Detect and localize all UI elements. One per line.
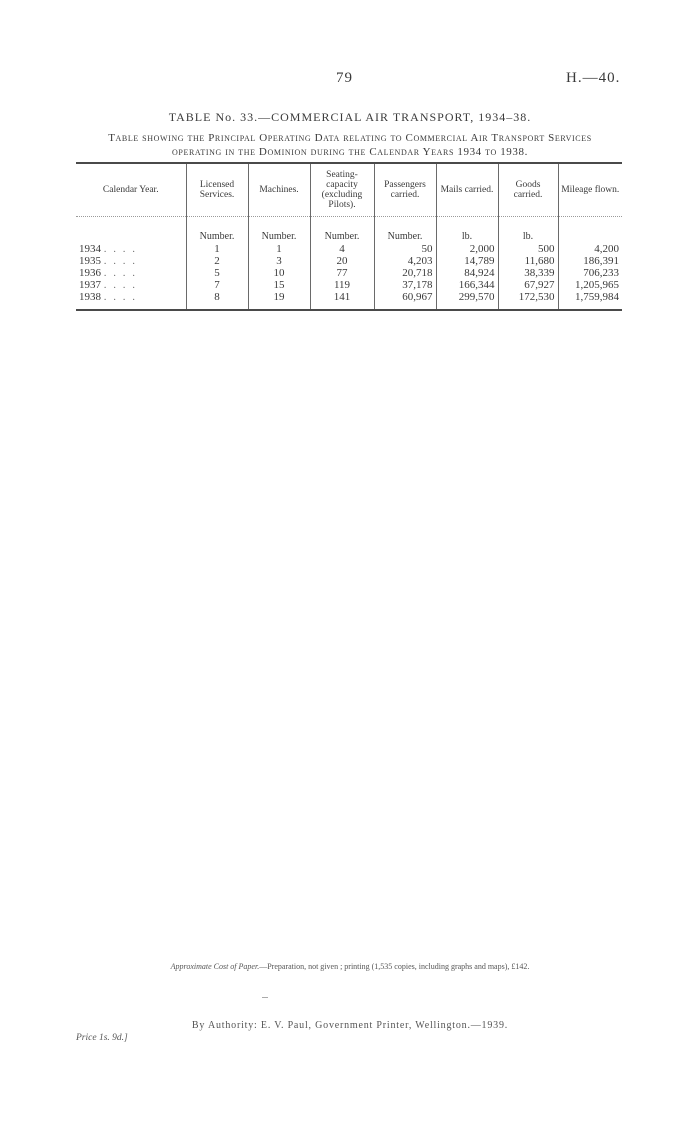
machines-cell: 1 (248, 243, 310, 255)
leader-dots: . . . . (103, 255, 137, 267)
table-row (76, 243, 622, 255)
air-transport-table (76, 162, 622, 311)
price-note: Price 1s. 9d.] (76, 1033, 128, 1043)
seating-cell: 141 (310, 291, 374, 310)
year-value: 1938 (79, 291, 101, 303)
machines-cell: 3 (248, 255, 310, 267)
table-title: TABLE No. 33.—COMMERCIAL AIR TRANSPORT, 1934–38. (168, 110, 532, 124)
seating-cell: 77 (310, 267, 374, 279)
passengers-cell: 20,718 (374, 267, 436, 279)
col-header-calendar-year: Calendar Year. (76, 163, 186, 217)
divider-mark (262, 997, 268, 998)
year-value: 1937 (79, 279, 101, 291)
year-value: 1934 (79, 243, 101, 255)
table-row (76, 279, 622, 291)
mails-cell: 166,344 (436, 279, 498, 291)
page-number: 79 (336, 70, 353, 86)
goods-cell: 11,680 (498, 255, 558, 267)
leader-dots: . . . . (103, 267, 137, 279)
table-subtitle-line-1: Table showing the Principal Operating Data relating to Commercial Air Transport Services (108, 132, 592, 144)
goods-cell: 172,530 (498, 291, 558, 310)
col-header-mileage: Mileage flown. (558, 163, 622, 217)
col-header-mails: Mails carried. (436, 163, 498, 217)
year-cell (76, 267, 186, 279)
goods-cell: 38,339 (498, 267, 558, 279)
leader-dots: . . . . (103, 291, 137, 303)
services-cell: 2 (186, 255, 248, 267)
table-row (76, 255, 622, 267)
unit-cell: Number. (248, 217, 310, 244)
passengers-cell: 4,203 (374, 255, 436, 267)
cost-footnote (0, 962, 700, 971)
leader-dots: . . . . (103, 243, 137, 255)
mileage-cell: 4,200 (558, 243, 622, 255)
machines-cell: 15 (248, 279, 310, 291)
year-cell (76, 255, 186, 267)
unit-cell: Number. (186, 217, 248, 244)
unit-cell: lb. (498, 217, 558, 244)
leader-dots: . . . . (103, 279, 137, 291)
table-subtitle-line-2: operating in the Dominion during the Calendar Years 1934 to 1938. (172, 146, 528, 158)
year-cell (76, 291, 186, 310)
document-reference: H.—40. (566, 70, 621, 86)
col-header-machines: Machines. (248, 163, 310, 217)
header-row (76, 163, 622, 217)
printer-imprint: By Authority: E. V. Paul, Government Printer, Wellington.—1939. (191, 1020, 509, 1031)
unit-cell: Number. (374, 217, 436, 244)
goods-cell: 500 (498, 243, 558, 255)
table-row (76, 291, 622, 310)
footnote-label: Approximate Cost of Paper. (170, 962, 260, 971)
mileage-cell: 1,759,984 (558, 291, 622, 310)
machines-cell: 19 (248, 291, 310, 310)
table-subtitle (70, 131, 630, 159)
unit-cell: lb. (436, 217, 498, 244)
passengers-cell: 37,178 (374, 279, 436, 291)
mileage-cell: 706,233 (558, 267, 622, 279)
mails-cell: 2,000 (436, 243, 498, 255)
col-header-licensed-services: Licensed Services. (186, 163, 248, 217)
mileage-cell: 1,205,965 (558, 279, 622, 291)
year-value: 1936 (79, 267, 101, 279)
passengers-cell: 60,967 (374, 291, 436, 310)
year-value: 1935 (79, 255, 101, 267)
goods-cell: 67,927 (498, 279, 558, 291)
seating-cell: 20 (310, 255, 374, 267)
year-cell (76, 279, 186, 291)
services-cell: 5 (186, 267, 248, 279)
mails-cell: 299,570 (436, 291, 498, 310)
mails-cell: 14,789 (436, 255, 498, 267)
units-row (76, 217, 622, 244)
col-header-passengers: Passengers carried. (374, 163, 436, 217)
seating-cell: 4 (310, 243, 374, 255)
mileage-cell: 186,391 (558, 255, 622, 267)
services-cell: 8 (186, 291, 248, 310)
unit-cell (558, 217, 622, 244)
services-cell: 7 (186, 279, 248, 291)
passengers-cell: 50 (374, 243, 436, 255)
col-header-seating-capacity: Seating-capacity (excluding Pilots). (310, 163, 374, 217)
footnote-text: —Preparation, not given ; printing (1,535 copies, including graphs and maps), £142. (259, 962, 530, 971)
services-cell: 1 (186, 243, 248, 255)
col-header-goods: Goods carried. (498, 163, 558, 217)
mails-cell: 84,924 (436, 267, 498, 279)
machines-cell: 10 (248, 267, 310, 279)
table-row (76, 267, 622, 279)
unit-cell: Number. (310, 217, 374, 244)
unit-cell (76, 217, 186, 244)
seating-cell: 119 (310, 279, 374, 291)
year-cell (76, 243, 186, 255)
